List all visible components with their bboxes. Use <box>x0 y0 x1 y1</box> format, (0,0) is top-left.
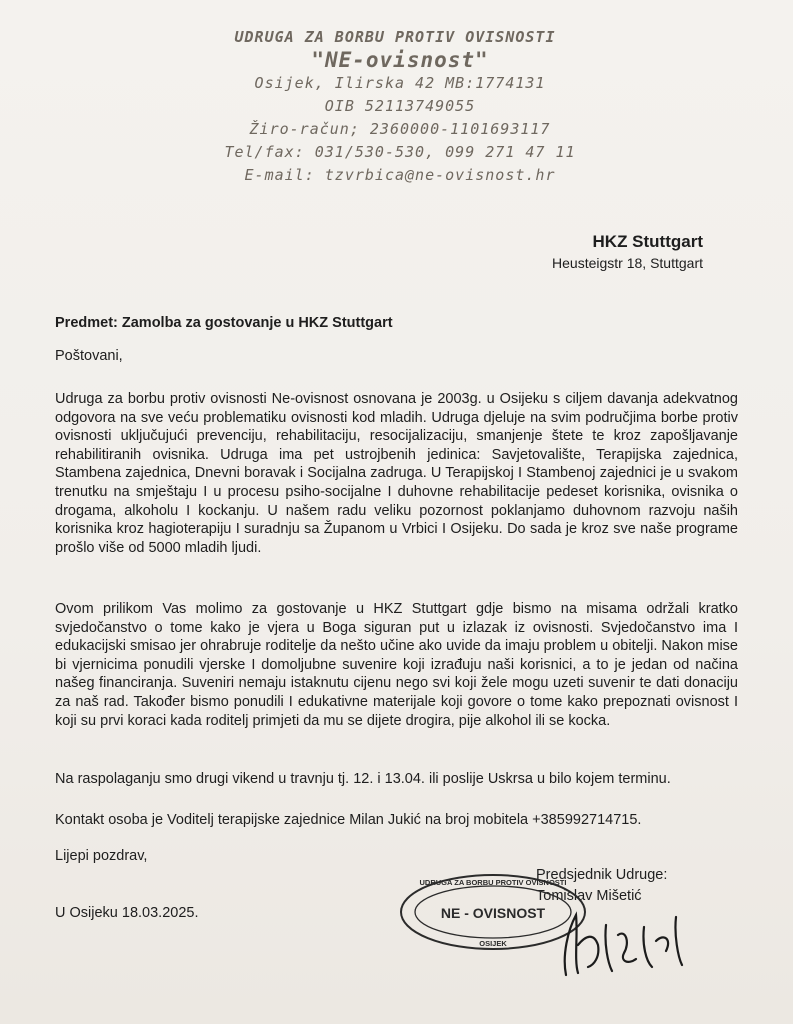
closing: Lijepi pozdrav, <box>55 848 148 864</box>
letterhead-oib: OIB 52113749055 <box>324 97 476 115</box>
letterhead-account: Žiro-račun; 2360000-1101693117 <box>249 120 551 138</box>
stamp-bottom-text: OSIJEK <box>479 939 507 948</box>
stamp-center-text: NE - OVISNOST <box>440 905 546 921</box>
paragraph-request: Ovom prilikom Vas molimo za gostovanje u HKZ Stuttgart gdje bismo na misama održali kratko svjedočanstvo o tome kako je vjera u Boga siguran put u izlazak iz ovisnosti. Svjedočanstvo ima I edukacijski smisao jer ohrabruje roditelje da nešto učine ako uvide da imaju problem u obitelji. Nakon mise bi vjernicima ponudili vjerske I domoljubne suvenire koji izrađuju naši korisnici, a to je jedan od načina našeg financiranja. Suveniri nemaju istaknutu cijenu nego svi koji žele mogu uzeti suvenir te dati donaciju za naš rad. Također bismo ponudili I edukativne materijale koji govore o tome kako prepoznati ovisnost I koji su prvi koraci kada roditelj primjeti da mu se dijete drogira, pije alkohol ili se kocka. <box>55 601 738 729</box>
signatory-name: Tomislav Mišetić <box>536 888 642 904</box>
signatory-title: Predsjednik Udruge: <box>536 867 668 883</box>
recipient-block <box>552 232 703 271</box>
stamp-top-text: UDRUGA ZA BORBU PROTIV OVISNOSTI <box>419 878 567 887</box>
salutation: Poštovani, <box>55 348 123 364</box>
letterhead <box>150 28 650 187</box>
letterhead-name: "NE-ovisnost" <box>311 48 489 72</box>
place-date: U Osijeku 18.03.2025. <box>55 905 199 921</box>
letterhead-phone: Tel/fax: 031/530-530, 099 271 47 11 <box>224 143 576 161</box>
subject-line: Predmet: Zamolba za gostovanje u HKZ Stuttgart <box>55 315 393 331</box>
paragraph-contact: Kontakt osoba je Voditelj terapijske zajednice Milan Jukić na broj mobitela +385992714715. <box>55 812 642 828</box>
paragraph-availability: Na raspolaganju smo drugi vikend u travnju tj. 12. i 13.04. ili poslije Uskrsa u bilo kojem terminu. <box>55 771 671 787</box>
recipient-name: HKZ Stuttgart <box>592 232 703 251</box>
handwritten-signature <box>548 905 698 980</box>
letterhead-email: E-mail: tzvrbica@ne-ovisnost.hr <box>244 166 556 184</box>
letterhead-address: Osijek, Ilirska 42 MB:1774131 <box>254 74 546 92</box>
paragraph-intro: Udruga za borbu protiv ovisnosti Ne-ovisnost osnovana je 2003g. u Osijeku s ciljem davanja adekvatnog odgovora na sve veću problematiku ovisnosti kod mladih. Udruga djeluje na svim područjima borbe protiv ovisnosti uključujući prevenciju, rehabilitaciju, resocijalizaciju, smanjenje štete te kroz zapošljavanje rehabilitiranih ovisnika. Udruga ima pet ustrojbenih jedinica: Savjetovalište, Terapijska zajednica, Stambena zajednica, Dnevni boravak i Socijalna zadruga. U Terapijskoj I Stambenoj zajednici je u svakom trenutku na smještaju I u procesu psiho-socijalne I duhovne rehabilitacije pedeset korisnika, ovisnika o drogama, alkoholu I kockanju. U našem radu veliku pozornost poklanjamo duhovnom razvoju naših korisnika kroz hagioterapiju I suradnju sa Županom u Vrbici I Osijeku. Do sada je kroz sve naše programe prošlo više od 5000 mladih ljudi. <box>55 391 738 556</box>
recipient-address: Heusteigstr 18, Stuttgart <box>552 255 703 271</box>
letterhead-org: UDRUGA ZA BORBU PROTIV OVISNOSTI <box>234 28 556 46</box>
